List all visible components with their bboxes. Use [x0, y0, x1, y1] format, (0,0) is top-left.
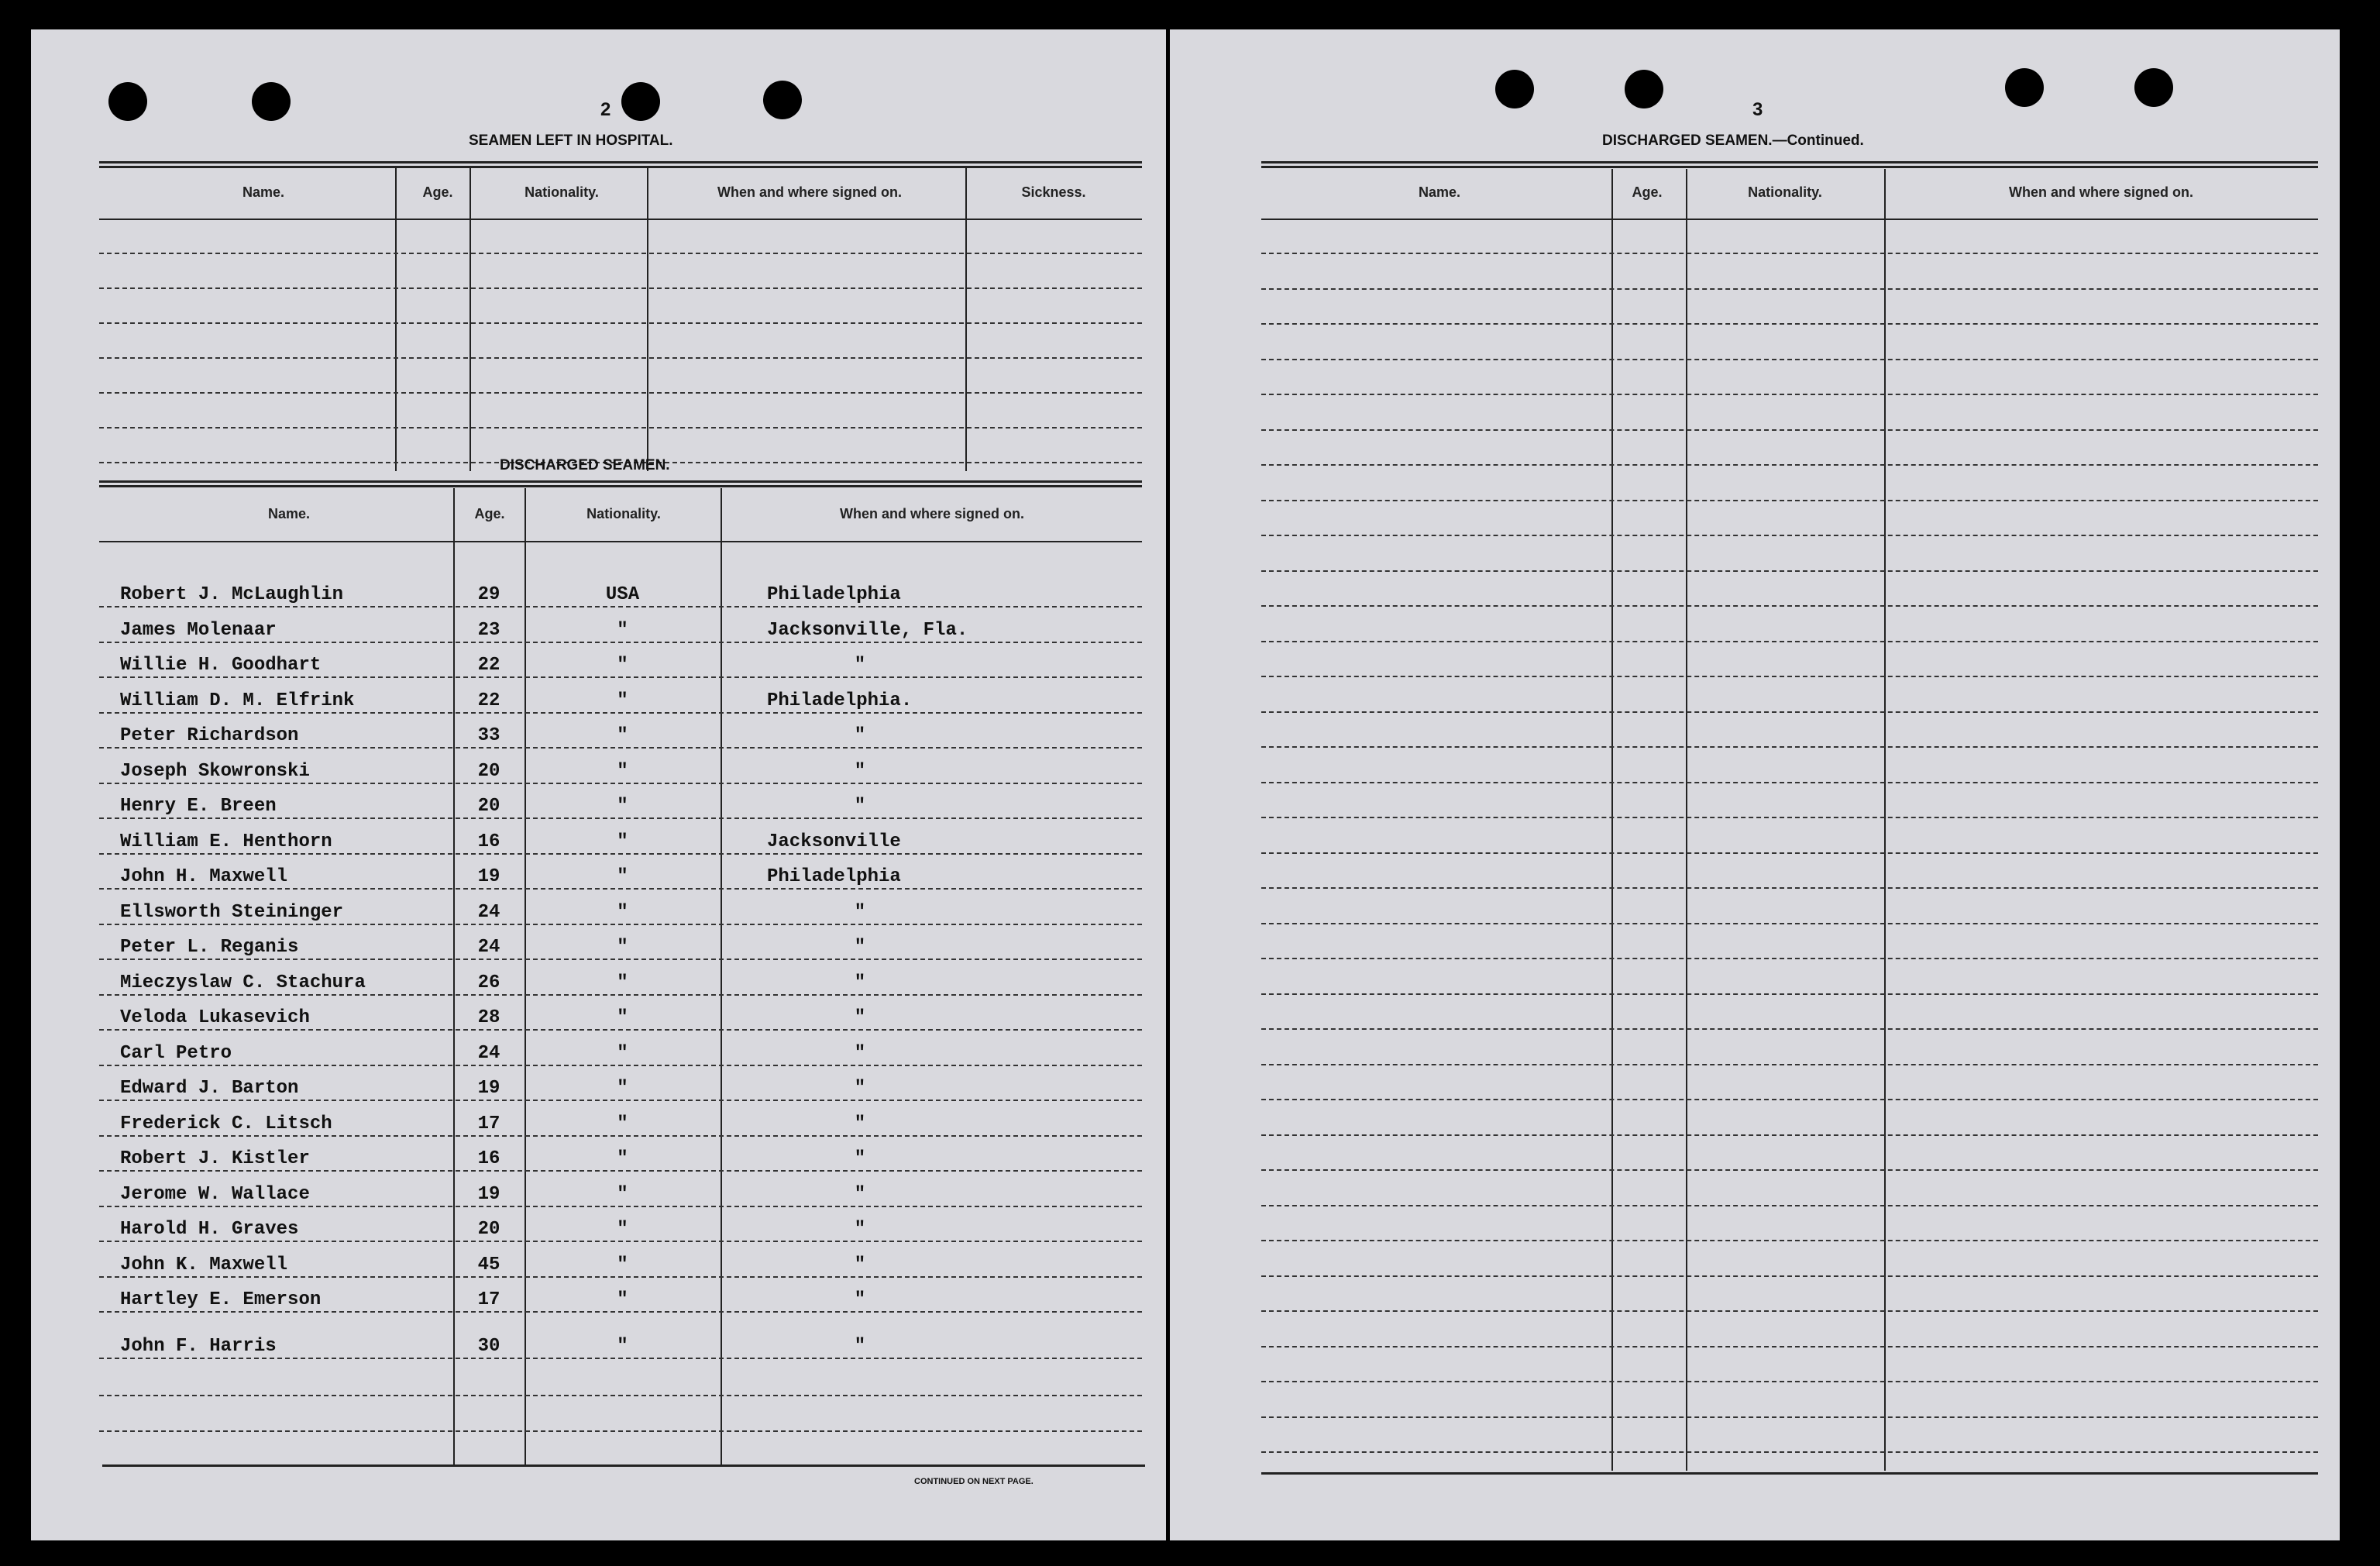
cell-age: 19: [477, 1183, 500, 1205]
cell-name: Robert J. McLaughlin: [120, 584, 344, 605]
cell-name: Joseph Skowronski: [120, 760, 310, 782]
punch-hole: [108, 82, 147, 121]
cell-name: Harold H. Graves: [120, 1219, 299, 1240]
column-header-nationality: Nationality.: [586, 506, 661, 521]
row-rule: [1261, 500, 2318, 501]
cell-age: 24: [477, 901, 500, 923]
cell-age: 22: [477, 690, 500, 711]
row-rule: [1261, 923, 2318, 924]
row-rule: [1261, 323, 2318, 325]
column-header-signed-on: When and where signed on.: [2008, 184, 2194, 200]
cell-signed-on: ": [854, 1148, 866, 1169]
row-rule: [99, 1430, 1142, 1432]
cell-signed-on: Jacksonville, Fla.: [767, 619, 968, 641]
row-rule: [99, 1029, 1142, 1031]
row-rule: [99, 747, 1142, 749]
row-rule: [99, 1276, 1142, 1278]
cell-nationality: ": [617, 1007, 628, 1028]
row-rule: [99, 427, 1142, 428]
row-rule: [99, 322, 1142, 324]
punch-hole: [763, 81, 802, 119]
row-rule: [1261, 605, 2318, 607]
row-rule: [1261, 746, 2318, 748]
row-rule: [99, 1206, 1142, 1207]
row-rule: [99, 1241, 1142, 1242]
row-rule: [99, 253, 1142, 254]
cell-name: Henry E. Breen: [120, 796, 277, 817]
cell-name: Edward J. Barton: [120, 1078, 299, 1099]
cell-nationality: ": [617, 901, 628, 923]
cell-age: 22: [477, 655, 500, 676]
row-rule: [1261, 1381, 2318, 1382]
row-rule: [1261, 535, 2318, 536]
table-bottom-rule: [102, 1464, 1145, 1467]
cell-nationality: ": [617, 1148, 628, 1169]
row-rule: [1261, 852, 2318, 854]
cell-nationality: ": [617, 1336, 628, 1357]
column-header-name: Name.: [267, 506, 311, 521]
right-page: [1170, 29, 2340, 1540]
cell-name: Jerome W. Wallace: [120, 1183, 310, 1205]
cell-name: Willie H. Goodhart: [120, 655, 322, 676]
row-rule: [99, 676, 1142, 678]
row-rule: [99, 853, 1142, 855]
cell-nationality: ": [617, 1042, 628, 1064]
cell-nationality: ": [617, 619, 628, 641]
cell-nationality: ": [617, 725, 628, 746]
column-header-nationality: Nationality.: [524, 184, 599, 200]
row-rule: [99, 287, 1142, 289]
row-rule: [99, 357, 1142, 359]
cell-name: James Molenaar: [120, 619, 277, 641]
cell-signed-on: Jacksonville: [767, 831, 901, 852]
row-rule: [99, 1100, 1142, 1101]
cell-signed-on: ": [854, 901, 866, 923]
cell-nationality: ": [617, 655, 628, 676]
cell-nationality: ": [617, 796, 628, 817]
row-rule: [1261, 887, 2318, 889]
cell-nationality: ": [617, 1219, 628, 1240]
row-rule: [99, 817, 1142, 819]
cell-age: 16: [477, 831, 500, 852]
cell-nationality: ": [617, 866, 628, 887]
row-rule: [1261, 1275, 2318, 1277]
cell-signed-on: ": [854, 1289, 866, 1310]
column-header-age: Age.: [422, 184, 453, 200]
column-header-sickness: Sickness.: [1021, 184, 1086, 200]
punch-hole: [2134, 68, 2173, 107]
row-rule: [1261, 253, 2318, 254]
row-rule: [1261, 429, 2318, 431]
cell-nationality: ": [617, 760, 628, 782]
cell-age: 17: [477, 1113, 500, 1134]
row-rule: [99, 924, 1142, 925]
cell-name: Veloda Lukasevich: [120, 1007, 310, 1028]
cell-signed-on: ": [854, 760, 866, 782]
column-header-name: Name.: [1418, 184, 1461, 200]
discharged-section-title: DISCHARGED SEAMEN.: [500, 457, 670, 473]
row-rule: [1261, 1451, 2318, 1453]
column-header-age: Age.: [1632, 184, 1663, 200]
cell-signed-on: ": [854, 1219, 866, 1240]
cell-age: 24: [477, 937, 500, 958]
row-rule: [99, 1358, 1142, 1359]
cell-name: Peter Richardson: [120, 725, 299, 746]
cell-nationality: ": [617, 1113, 628, 1134]
cell-age: 20: [477, 796, 500, 817]
row-rule: [1261, 1099, 2318, 1100]
cell-age: 17: [477, 1289, 500, 1310]
cell-signed-on: ": [854, 937, 866, 958]
cell-name: William D. M. Elfrink: [120, 690, 355, 711]
row-rule: [1261, 1416, 2318, 1418]
table-bottom-rule: [1261, 1472, 2318, 1475]
row-rule: [1261, 817, 2318, 818]
row-rule: [99, 1395, 1142, 1396]
cell-nationality: ": [617, 1289, 628, 1310]
row-rule: [1261, 782, 2318, 783]
row-rule: [1261, 958, 2318, 959]
cell-age: 28: [477, 1007, 500, 1028]
cell-age: 30: [477, 1336, 500, 1357]
row-rule: [99, 1065, 1142, 1066]
row-rule: [1261, 1169, 2318, 1171]
row-rule: [99, 994, 1142, 996]
header-rule: [99, 219, 1142, 220]
table-top-rule: [99, 161, 1142, 168]
cell-signed-on: Philadelphia: [767, 866, 901, 887]
row-rule: [1261, 359, 2318, 360]
cell-nationality: ": [617, 1078, 628, 1099]
table-top-rule: [1261, 161, 2318, 168]
page-number: 3: [1752, 99, 1763, 120]
row-rule: [1261, 641, 2318, 642]
column-header-nationality: Nationality.: [1748, 184, 1822, 200]
cell-nationality: USA: [605, 584, 640, 605]
cell-age: 20: [477, 760, 500, 782]
punch-hole: [1495, 70, 1534, 108]
cell-signed-on: ": [854, 1254, 866, 1275]
cell-signed-on: ": [854, 1113, 866, 1134]
cell-signed-on: ": [854, 1007, 866, 1028]
cell-name: Hartley E. Emerson: [120, 1289, 322, 1310]
cell-nationality: ": [617, 972, 628, 993]
column-header-signed-on: When and where signed on.: [839, 506, 1025, 521]
row-rule: [1261, 464, 2318, 466]
cell-name: Peter L. Reganis: [120, 937, 299, 958]
cell-age: 23: [477, 619, 500, 641]
punch-hole: [2005, 68, 2044, 107]
punch-hole: [1625, 70, 1663, 108]
row-rule: [99, 392, 1142, 394]
cell-signed-on: ": [854, 796, 866, 817]
cell-signed-on: ": [854, 1336, 866, 1357]
cell-name: John H. Maxwell: [120, 866, 288, 887]
cell-signed-on: ": [854, 1042, 866, 1064]
cell-name: John F. Harris: [120, 1336, 277, 1357]
row-rule: [1261, 993, 2318, 995]
table-top-rule: [99, 480, 1142, 487]
column-divider: [647, 167, 648, 471]
cell-nationality: ": [617, 1183, 628, 1205]
cell-nationality: ": [617, 690, 628, 711]
cell-signed-on: ": [854, 655, 866, 676]
row-rule: [1261, 1240, 2318, 1241]
cell-age: 24: [477, 1042, 500, 1064]
punch-hole: [621, 82, 660, 121]
row-rule: [99, 959, 1142, 960]
cell-nationality: ": [617, 1254, 628, 1275]
row-rule: [1261, 1310, 2318, 1312]
left-page: [31, 29, 1166, 1540]
cell-age: 19: [477, 1078, 500, 1099]
column-header-signed-on: When and where signed on.: [717, 184, 903, 200]
cell-age: 45: [477, 1254, 500, 1275]
continued-note: CONTINUED ON NEXT PAGE.: [914, 1477, 1034, 1486]
row-rule: [1261, 711, 2318, 713]
row-rule: [1261, 288, 2318, 290]
column-divider: [469, 167, 471, 471]
column-header-name: Name.: [242, 184, 285, 200]
cell-name: Carl Petro: [120, 1042, 232, 1064]
cell-name: Robert J. Kistler: [120, 1148, 310, 1169]
cell-name: William E. Henthorn: [120, 831, 332, 852]
row-rule: [99, 1135, 1142, 1137]
row-rule: [1261, 394, 2318, 395]
header-rule: [1261, 219, 2318, 220]
cell-name: John K. Maxwell: [120, 1254, 288, 1275]
row-rule: [99, 712, 1142, 714]
row-rule: [1261, 1205, 2318, 1206]
header-rule: [99, 541, 1142, 542]
column-divider: [395, 167, 397, 471]
cell-age: 20: [477, 1219, 500, 1240]
cell-signed-on: ": [854, 1078, 866, 1099]
continued-section-title: DISCHARGED SEAMEN.—Continued.: [1602, 133, 1864, 149]
cell-nationality: ": [617, 831, 628, 852]
cell-age: 29: [477, 584, 500, 605]
row-rule: [1261, 570, 2318, 572]
row-rule: [99, 606, 1142, 607]
row-rule: [99, 888, 1142, 890]
row-rule: [99, 642, 1142, 643]
row-rule: [1261, 676, 2318, 677]
cell-age: 26: [477, 972, 500, 993]
cell-name: Ellsworth Steininger: [120, 901, 344, 923]
punch-hole: [252, 82, 291, 121]
cell-age: 19: [477, 866, 500, 887]
row-rule: [99, 1170, 1142, 1172]
cell-signed-on: ": [854, 972, 866, 993]
cell-signed-on: Philadelphia.: [767, 690, 913, 711]
cell-age: 16: [477, 1148, 500, 1169]
row-rule: [99, 1311, 1142, 1313]
cell-nationality: ": [617, 937, 628, 958]
cell-name: Frederick C. Litsch: [120, 1113, 332, 1134]
cell-signed-on: ": [854, 725, 866, 746]
column-header-age: Age.: [474, 506, 505, 521]
row-rule: [1261, 1028, 2318, 1030]
hospital-section-title: SEAMEN LEFT IN HOSPITAL.: [469, 133, 673, 149]
cell-age: 33: [477, 725, 500, 746]
cell-signed-on: Philadelphia: [767, 584, 901, 605]
page-number: 2: [600, 99, 611, 120]
column-divider: [965, 167, 967, 471]
row-rule: [99, 783, 1142, 784]
cell-signed-on: ": [854, 1183, 866, 1205]
row-rule: [1261, 1134, 2318, 1136]
cell-name: Mieczyslaw C. Stachura: [120, 972, 366, 993]
row-rule: [1261, 1346, 2318, 1347]
row-rule: [1261, 1064, 2318, 1065]
